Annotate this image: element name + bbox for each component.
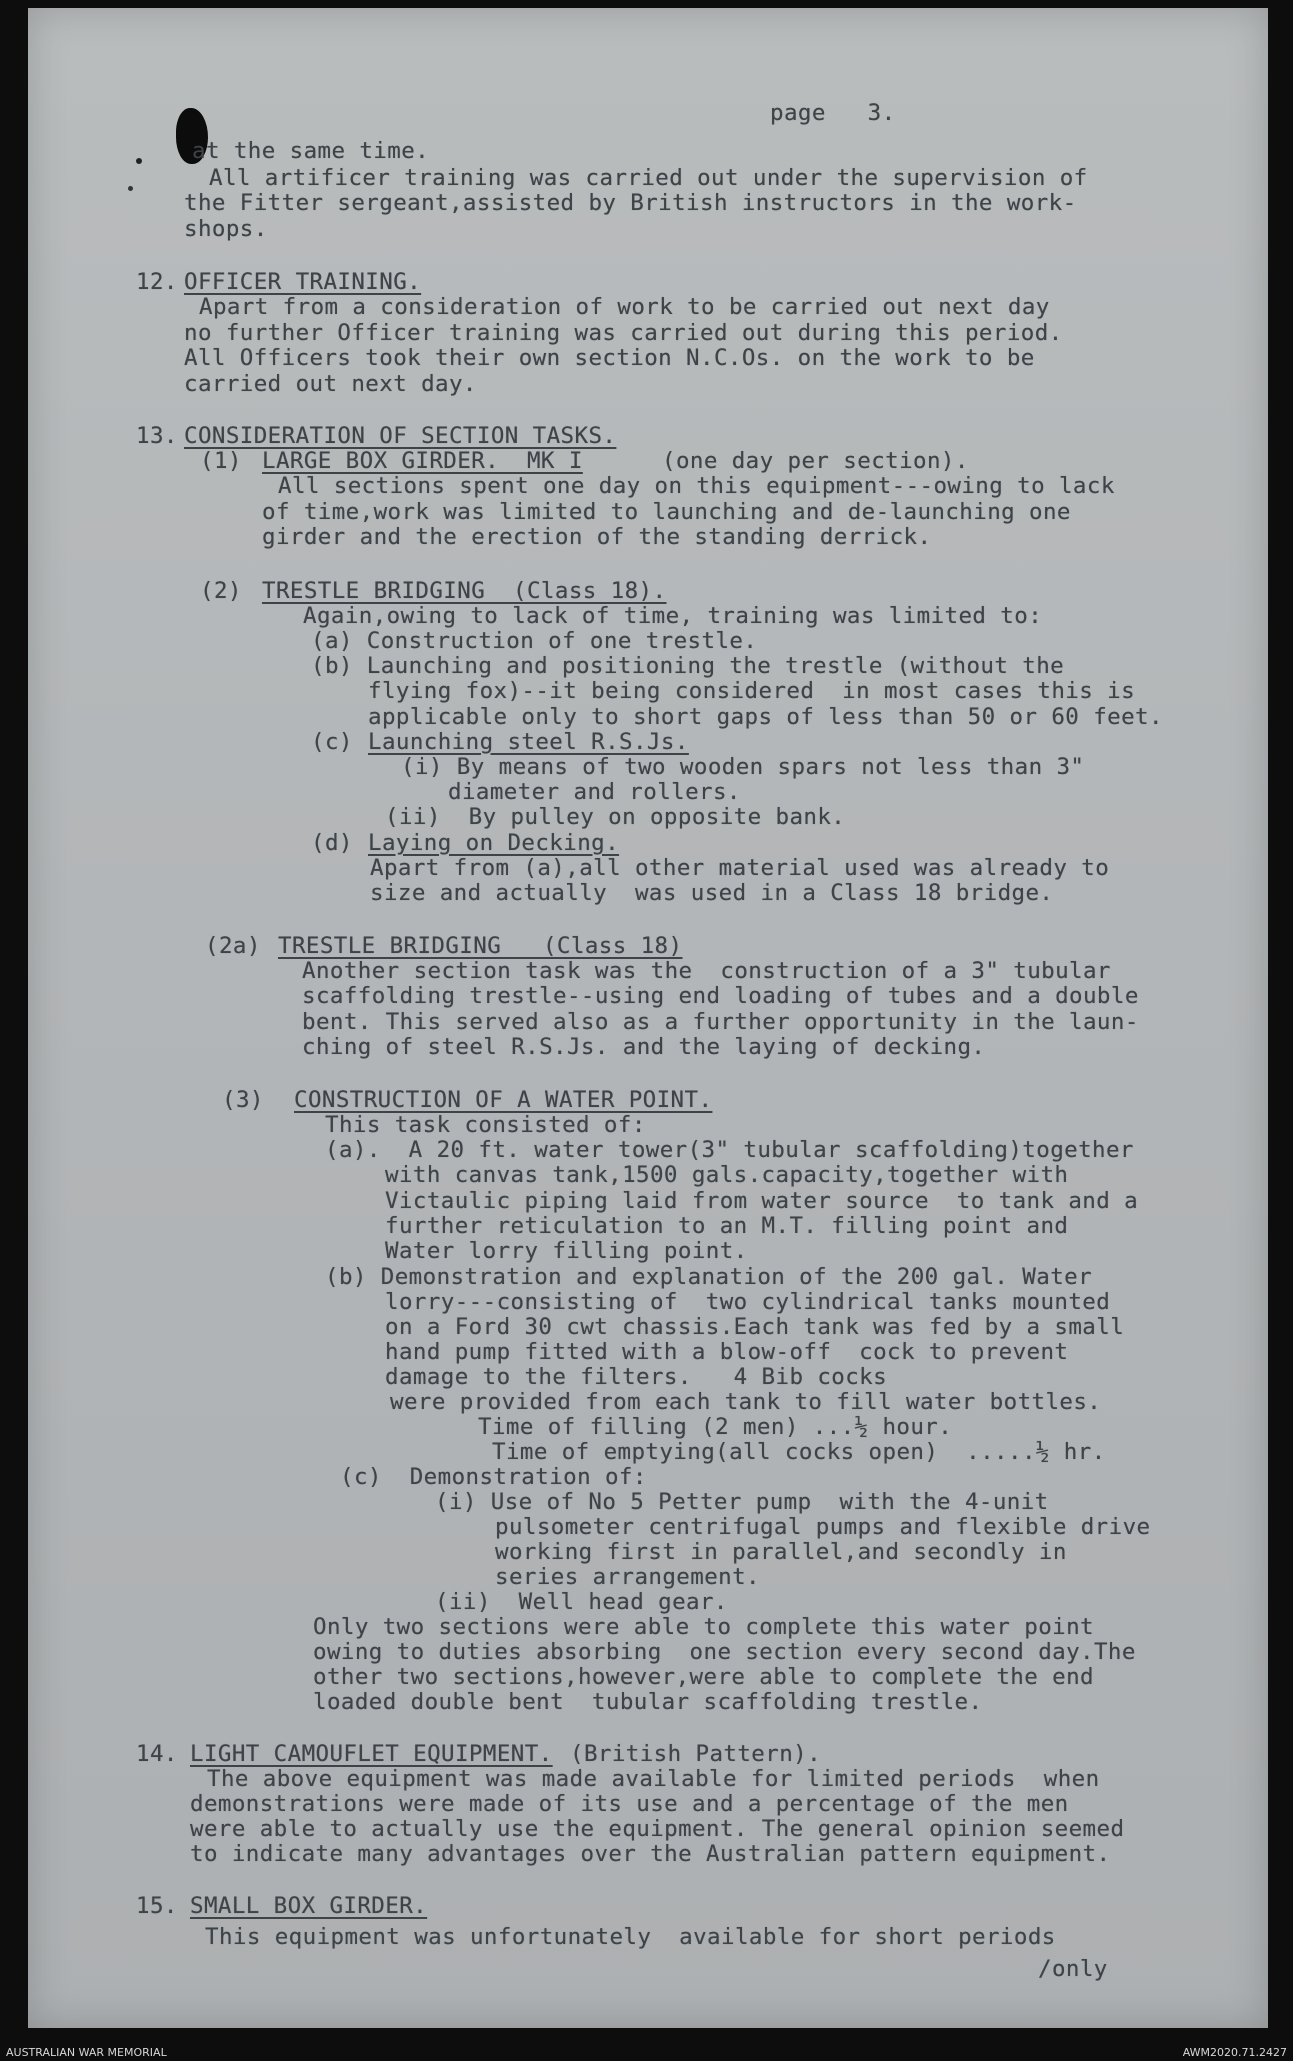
- typed-line: hand pump fitted with a blow-off cock to prevent: [385, 1339, 1069, 1365]
- typed-line: with canvas tank,1500 gals.capacity,together with: [385, 1162, 1069, 1188]
- typed-line: (i) Use of No 5 Petter pump with the 4-unit: [435, 1489, 1049, 1515]
- typed-line: to indicate many advantages over the Australian pattern equipment.: [190, 1841, 1111, 1867]
- typed-line: owing to duties absorbing one section every second day.The: [313, 1639, 1136, 1665]
- typed-line: All artificer training was carried out under the supervision of: [209, 165, 1088, 191]
- typed-line: demonstrations were made of its use and a percentage of the men: [190, 1791, 1069, 1817]
- typed-line: (a). A 20 ft. water tower(3" tubular scaffolding)together: [325, 1137, 1134, 1163]
- typed-line: (3): [222, 1087, 264, 1113]
- section-heading: SMALL BOX GIRDER.: [190, 1893, 428, 1919]
- section-heading: CONSIDERATION OF SECTION TASKS.: [184, 423, 617, 449]
- typed-line: (one day per section).: [662, 448, 969, 474]
- typed-line: All Officers took their own section N.C.Os. on the work to be: [184, 345, 1035, 371]
- typed-line: The above equipment was made available for limited periods when: [207, 1766, 1100, 1792]
- section-heading: OFFICER TRAINING.: [184, 269, 422, 295]
- typed-line: lorry---consisting of two cylindrical tanks mounted: [385, 1289, 1111, 1315]
- typed-line: ching of steel R.S.Js. and the laying of decking.: [302, 1034, 986, 1060]
- typed-line: were provided from each tank to fill water bottles.: [390, 1389, 1102, 1415]
- typed-line: (c): [311, 729, 353, 755]
- typed-line: working first in parallel,and secondly in: [495, 1539, 1067, 1565]
- typed-line: 13.: [136, 423, 178, 449]
- typed-line: size and actually was used in a Class 18 bridge.: [370, 880, 1054, 906]
- typed-line: (2a): [205, 933, 261, 959]
- typed-line: This task consisted of:: [325, 1112, 646, 1138]
- typed-line: applicable only to short gaps of less than 50 or 60 feet.: [368, 704, 1163, 730]
- typed-line: (d): [311, 830, 353, 856]
- typed-line: girder and the erection of the standing derrick.: [262, 524, 932, 550]
- typed-line: (a) Construction of one trestle.: [311, 628, 758, 654]
- typed-line: other two sections,however,were able to complete the end: [313, 1664, 1094, 1690]
- footer-source: AUSTRALIAN WAR MEMORIAL: [6, 2046, 167, 2059]
- footer-accession-number: AWM2020.71.2427: [1182, 2046, 1287, 2059]
- typed-line: (1): [200, 448, 242, 474]
- section-heading: TRESTLE BRIDGING (Class 18).: [262, 578, 667, 604]
- typed-line: (b) Launching and positioning the trestle (without the: [311, 653, 1065, 679]
- typed-line: were able to actually use the equipment. The general opinion seemed: [190, 1816, 1125, 1842]
- typed-line: the Fitter sergeant,assisted by British instructors in the work-: [184, 190, 1077, 216]
- page-number: page 3.: [770, 100, 896, 126]
- typed-line: scaffolding trestle--using end loading of tubes and a double: [302, 983, 1139, 1009]
- section-heading: Laying on Decking.: [368, 830, 620, 856]
- typed-line: This equipment was unfortunately available for short periods: [205, 1924, 1056, 1950]
- typed-line: (c) Demonstration of:: [340, 1464, 647, 1490]
- typed-line: All sections spent one day on this equipment---owing to lack: [278, 473, 1115, 499]
- typed-line: Victaulic piping laid from water source to tank and a: [385, 1188, 1139, 1214]
- typed-line: carried out next day.: [184, 371, 477, 397]
- typed-line: no further Officer training was carried out during this period.: [184, 320, 1063, 346]
- typed-line: (British Pattern).: [570, 1741, 822, 1767]
- document-page: [28, 8, 1268, 2028]
- typed-line: diameter and rollers.: [448, 779, 741, 805]
- typed-line: shops.: [184, 216, 268, 242]
- section-heading: LIGHT CAMOUFLET EQUIPMENT.: [190, 1741, 553, 1767]
- typed-line: loaded double bent tubular scaffolding trestle.: [313, 1689, 983, 1715]
- typed-line: bent. This served also as a further opportunity in the laun-: [302, 1009, 1139, 1035]
- typed-line: of time,work was limited to launching and de-launching one: [262, 499, 1071, 525]
- typed-line: Again,owing to lack of time, training was limited to:: [303, 603, 1043, 629]
- typed-line: 12.: [136, 269, 178, 295]
- typed-line: (i) By means of two wooden spars not less than 3": [401, 754, 1085, 780]
- typed-line: Apart from (a),all other material used was already to: [370, 855, 1110, 881]
- typed-line: Only two sections were able to complete this water point: [313, 1614, 1094, 1640]
- section-heading: CONSTRUCTION OF A WATER POINT.: [294, 1087, 713, 1113]
- typed-line: (ii) Well head gear.: [435, 1589, 728, 1615]
- typed-line: Time of filling (2 men) ...½ hour.: [478, 1414, 953, 1440]
- typed-line: 15.: [136, 1893, 178, 1919]
- typed-line: (ii) By pulley on opposite bank.: [385, 804, 846, 830]
- typed-line: on a Ford 30 cwt chassis.Each tank was fed by a small: [385, 1314, 1125, 1340]
- section-heading: TRESTLE BRIDGING (Class 18): [278, 933, 683, 959]
- ink-speck: [128, 186, 133, 191]
- ink-speck: [136, 158, 142, 164]
- typed-line: 14.: [136, 1741, 178, 1767]
- section-heading: Launching steel R.S.Js.: [368, 729, 689, 755]
- typed-line: damage to the filters. 4 Bib cocks: [385, 1364, 888, 1390]
- typed-line: pulsometer centrifugal pumps and flexible drive: [495, 1514, 1151, 1540]
- typed-line: at the same time.: [192, 138, 430, 164]
- typed-line: (b) Demonstration and explanation of the 200 gal. Water: [325, 1264, 1093, 1290]
- typed-line: (2): [200, 578, 242, 604]
- typed-line: Time of emptying(all cocks open) .....½ hr.: [492, 1439, 1106, 1465]
- typed-line: Water lorry filling point.: [385, 1238, 748, 1264]
- typed-line: further reticulation to an M.T. filling point and: [385, 1213, 1069, 1239]
- typed-line: flying fox)--it being considered in most cases this is: [368, 678, 1136, 704]
- typed-line: Another section task was the construction of a 3" tubular: [302, 958, 1111, 984]
- typed-line: Apart from a consideration of work to be carried out next day: [199, 294, 1050, 320]
- typed-line: /only: [1038, 1956, 1108, 1982]
- typed-line: series arrangement.: [495, 1564, 760, 1590]
- section-heading: LARGE BOX GIRDER. MK I: [262, 448, 583, 474]
